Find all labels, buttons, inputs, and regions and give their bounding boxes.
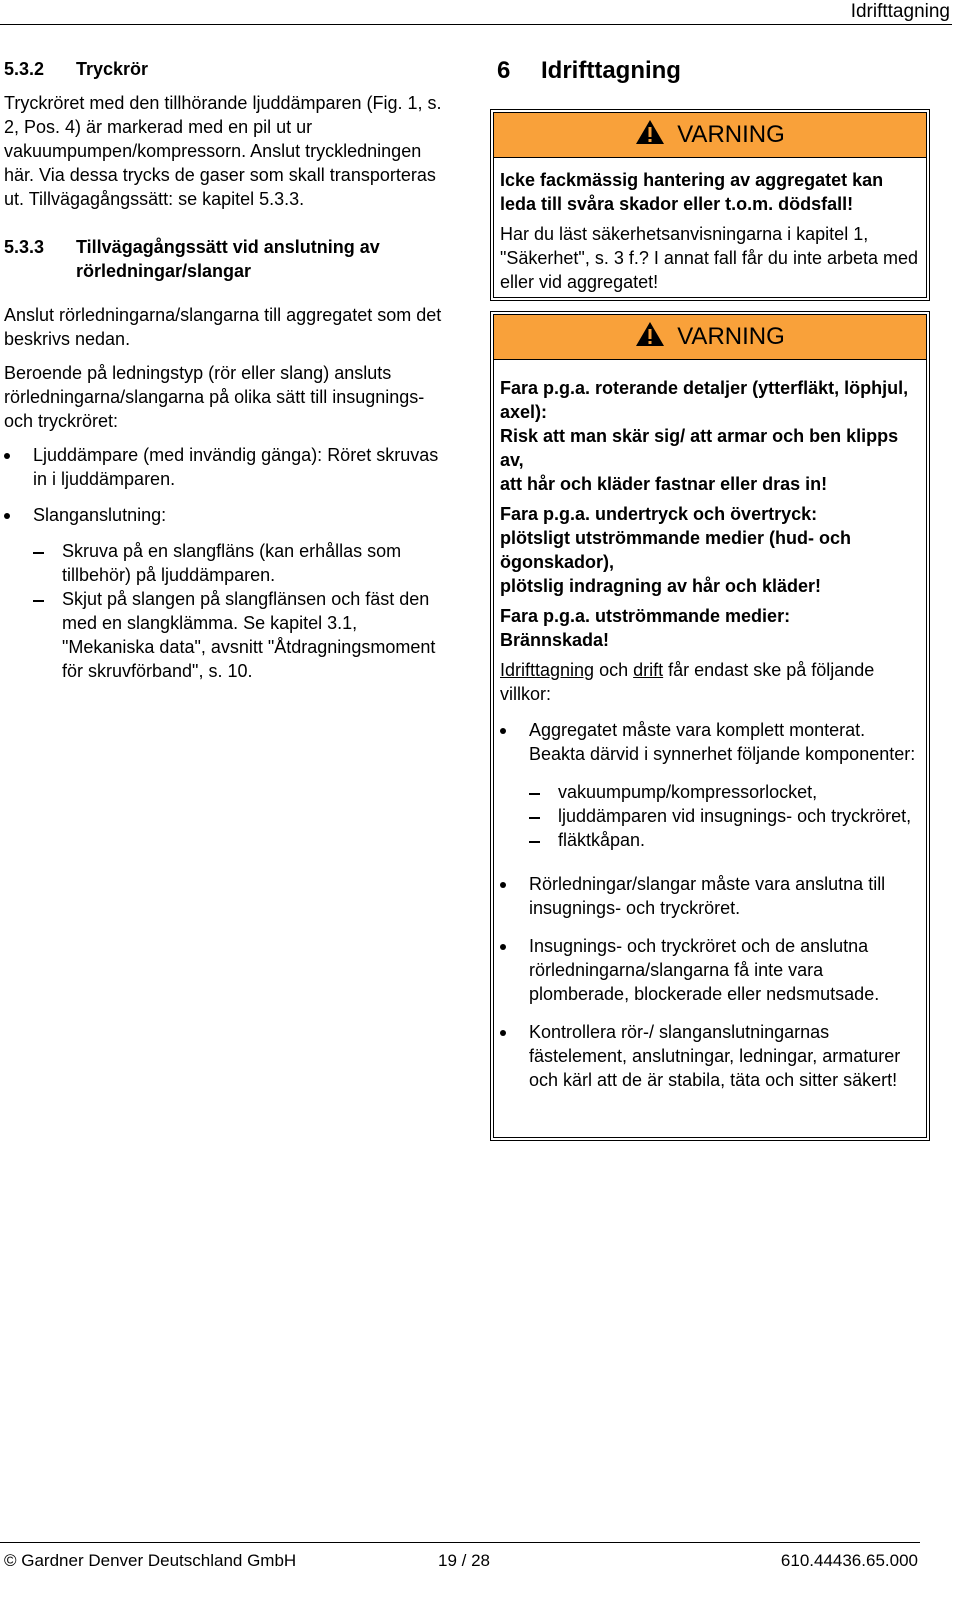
bullet-list (4, 443, 444, 683)
heading-title: Idrifttagning (541, 57, 681, 84)
list-item (500, 934, 920, 1006)
bullet-icon (500, 728, 506, 734)
heading-5-3-3 (4, 235, 444, 283)
list-item-text: Insugnings- och tryckröret och de anslutna rörledningarna/slangarna få inte vara plomberade, blockerade eller nedsmutsade. (529, 936, 880, 1004)
warning-label: VARNING (677, 323, 785, 350)
warning-text: Har du läst säkerhetsanvisningarna i kapitel 1, "Säkerhet", s. 3 f.? I annat fall får du inte arbeta med eller vid aggregatet! (500, 224, 919, 292)
heading-number: 6 (497, 57, 511, 84)
heading-title: Tillvägagångssätt vid anslutning av rörledningar/slangar (76, 237, 380, 281)
footer-company: © Gardner Denver Deutschland GmbH (4, 1551, 297, 1570)
list-item (500, 718, 920, 852)
dash-list (500, 780, 920, 852)
section-heading (497, 57, 937, 85)
list-item (4, 443, 444, 491)
list-item-text: ljuddämparen vid insugnings- och tryckröret, (558, 806, 912, 826)
warning-banner (494, 315, 926, 360)
left-column (4, 57, 444, 695)
hazard-text: plötsligt utströmmande medier (hud- och ögonskador), (500, 528, 852, 572)
heading-number: 5.3.3 (4, 237, 45, 257)
list-item-text: Ljuddämpare (med invändig gänga): Röret skruvas in i ljuddämparen. (33, 445, 439, 489)
term-drift: drift (633, 660, 664, 680)
footer-page-number: 19 / 28 (438, 1551, 490, 1570)
list-item (500, 872, 920, 920)
list-item (500, 780, 920, 804)
hazard-text: Brännskada! (500, 630, 610, 650)
conditions-intro: Idrifttagning och drift får endast ske på följande villkor: (500, 660, 875, 704)
dash-list (4, 539, 444, 683)
heading-6 (497, 57, 937, 85)
hazard-title: Fara p.g.a. roterande detaljer (ytterfläkt, löphjul, axel): (500, 378, 909, 422)
list-item (4, 539, 444, 587)
header-rule (0, 24, 952, 25)
warning-box (490, 311, 930, 1141)
term-idrifttagning: Idrifttagning (500, 660, 595, 680)
dash-icon (529, 793, 540, 795)
warning-bold-text: Icke fackmässig hantering av aggregatet kan leda till svåra skador eller t.o.m. dödsfall! (500, 170, 884, 214)
list-item (4, 587, 444, 683)
warning-banner (494, 113, 926, 158)
dash-icon (33, 552, 44, 554)
list-item-text: Aggregatet måste vara komplett monterat. Beakta därvid i synnerhet följande komponenter: (529, 720, 916, 764)
hazard-text: Risk att man skär sig/ att armar och ben klipps av, (500, 426, 899, 470)
heading-5-3-2 (4, 57, 444, 81)
warning-label: VARNING (677, 121, 785, 148)
dash-icon (33, 600, 44, 602)
list-item-text: Rörledningar/slangar måste vara anslutna till insugnings- och tryckröret. (529, 874, 886, 918)
warning-body (494, 158, 926, 300)
warning-box (490, 109, 930, 301)
list-item (500, 804, 920, 828)
hazard-title: Fara p.g.a. utströmmande medier: (500, 606, 791, 626)
list-item (500, 828, 920, 852)
dash-icon (529, 841, 540, 843)
hazard-title: Fara p.g.a. undertryck och övertryck: (500, 504, 818, 524)
list-item-text: Slanganslutning: (33, 505, 167, 525)
list-item (4, 503, 444, 683)
hazard-text: plötslig indragning av hår och kläder! (500, 576, 822, 596)
bullet-icon (500, 882, 506, 888)
bullet-icon (500, 944, 506, 950)
list-item-text: Skjut på slangen på slangflänsen och fäst den med en slangklämma. Se kapitel 3.1, "Mekaniska data", avsnitt "Åtdragningsmoment för skruvförband", s. 10. (62, 589, 436, 681)
bullet-icon (4, 453, 10, 459)
paragraph: Tryckröret med den tillhörande ljuddämparen (Fig. 1, s. 2, Pos. 4) är markerad med en pil ut ur vakuumpumpen/kompressorn. Anslut tryckledningen här. Via dessa trycks de gaser som skall transporteras ut. Tillvägagångssätt: se kapitel 5.3.3. (4, 93, 442, 209)
paragraph: Beroende på ledningstyp (rör eller slang) ansluts rörledningarna/slangarna på olika sätt till insugnings- och tryckröret: (4, 363, 425, 431)
conditions-list (500, 718, 920, 1092)
list-item-text: fläktkåpan. (558, 830, 646, 850)
dash-icon (529, 817, 540, 819)
list-item-text: Kontrollera rör-/ slanganslutningarnas fästelement, anslutningar, ledningar, armaturer och kärl att de är stabila, täta och sitter säkert! (529, 1022, 901, 1090)
warning-triangle-icon (635, 119, 665, 151)
running-header: Idrifttagning (850, 1, 950, 22)
bullet-icon (4, 513, 10, 519)
footer-document-number: 610.44436.65.000 (780, 1551, 918, 1570)
bullet-icon (500, 1030, 506, 1036)
heading-title: Tryckrör (76, 59, 149, 79)
heading-number: 5.3.2 (4, 59, 45, 79)
warning-triangle-icon (635, 321, 665, 353)
footer-rule (0, 1542, 920, 1543)
warning-body (494, 360, 926, 1110)
hazard-text: att hår och kläder fastnar eller dras in! (500, 474, 828, 494)
list-item-text: vakuumpump/kompressorlocket, (558, 782, 818, 802)
list-item-text: Skruva på en slangfläns (kan erhållas som tillbehör) på ljuddämparen. (62, 541, 402, 585)
list-item (500, 1020, 920, 1092)
paragraph: Anslut rörledningarna/slangarna till aggregatet som det beskrivs nedan. (4, 305, 442, 349)
